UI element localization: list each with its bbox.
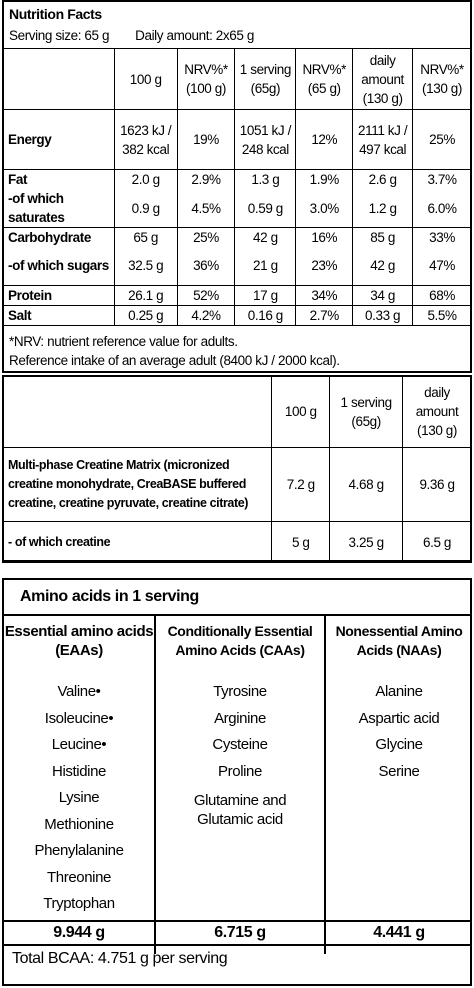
row-label: -of which saturates	[3, 189, 115, 228]
table-cell: 52%	[177, 285, 235, 305]
table-row	[3, 228, 472, 248]
list-item: Proline	[218, 762, 262, 780]
table-cell: 4.68 g	[330, 448, 403, 522]
table-cell: 26.1 g	[114, 285, 177, 305]
nutrition-title: Nutrition Facts	[9, 6, 102, 22]
creatine-table	[2, 375, 472, 563]
divider	[4, 944, 470, 946]
list-item: Histidine	[52, 762, 106, 780]
table-cell: 25%	[413, 110, 472, 170]
nrv-notes	[9, 332, 340, 370]
table-cell: 0.25 g	[114, 305, 177, 325]
serving-info	[9, 28, 254, 43]
table-cell: 0.33 g	[353, 305, 413, 325]
table-cell: 65 g	[114, 228, 177, 248]
table-cell: 0.9 g	[114, 189, 177, 228]
creatine-panel	[2, 375, 472, 562]
table-cell: 68%	[413, 285, 472, 305]
table-cell: 3.7%	[413, 170, 472, 190]
row-label: Fat	[3, 170, 115, 190]
table-row	[3, 448, 472, 522]
table-cell: 34%	[296, 285, 353, 305]
nrv-note: *NRV: nutrient reference value for adults.	[9, 334, 238, 349]
table-cell: 1051 kJ / 248 kcal	[235, 110, 296, 170]
table-cell: 1.9%	[296, 170, 353, 190]
table-cell: 0.16 g	[235, 305, 296, 325]
column-head: Nonessential Amino Acids (NAAs)	[335, 623, 463, 658]
divider	[4, 920, 470, 922]
header-cell: 1 serving (65g)	[235, 49, 296, 110]
table-cell: 4.2%	[177, 305, 235, 325]
row-label: - of which creatine	[3, 522, 272, 563]
list-item: Leucine•	[51, 736, 107, 753]
header-blank	[3, 49, 115, 110]
list-item: Serine	[378, 762, 420, 780]
list-item: Cysteine	[212, 736, 268, 753]
row-label: Salt	[3, 305, 115, 325]
caa-total: 6.715 g	[214, 924, 266, 941]
table-cell: 5 g	[272, 522, 330, 563]
table-cell: 1.3 g	[235, 170, 296, 190]
table-row	[3, 110, 472, 170]
header-cell: NRV%* (130 g)	[413, 49, 472, 110]
table-cell: 12%	[296, 110, 353, 170]
table-cell: 32.5 g	[114, 247, 177, 285]
header-cell: daily amount (130 g)	[403, 376, 472, 448]
table-cell: 6.5 g	[403, 522, 472, 563]
row-label: Protein	[3, 285, 115, 305]
list-item: Arginine	[214, 709, 266, 727]
table-header-row	[3, 49, 472, 110]
column-head: Conditionally Essential Amino Acids (CAAs)	[167, 623, 313, 658]
table-row	[3, 189, 472, 228]
list-item: Valine•	[57, 683, 101, 700]
header-cell: daily amount (130 g)	[353, 49, 413, 110]
table-cell: 47%	[413, 247, 472, 285]
table-row	[3, 170, 472, 190]
column-head: Essential amino acids (EAAs)	[4, 623, 154, 659]
amino-acids-panel	[2, 578, 472, 986]
amino-title: Amino acids in 1 serving	[20, 588, 199, 605]
serving-size: Serving size: 65 g	[9, 28, 110, 43]
list-item: Methionine	[44, 815, 114, 833]
eaa-total: 9.944 g	[53, 924, 105, 941]
nonessential-amino-column	[326, 622, 472, 785]
table-cell: 21 g	[235, 247, 296, 285]
table-row	[3, 285, 472, 305]
header-cell: NRV%* (65 g)	[296, 49, 353, 110]
table-cell: 25%	[177, 228, 235, 248]
table-cell: 17 g	[235, 285, 296, 305]
table-cell: 3.25 g	[330, 522, 403, 563]
table-cell: 34 g	[353, 285, 413, 305]
list-item: Tryptophan	[43, 895, 115, 912]
header-cell: 100 g	[272, 376, 330, 448]
header-cell: 100 g	[114, 49, 177, 110]
table-cell: 2.7%	[296, 305, 353, 325]
table-cell: 2111 kJ / 497 kcal	[353, 110, 413, 170]
list-item: Alanine	[375, 683, 423, 700]
table-cell: 2.0 g	[114, 170, 177, 190]
reference-intake-note: Reference intake of an average adult (8400 kJ / 2000 kcal).	[9, 353, 340, 368]
table-header-row	[3, 376, 472, 448]
table-cell: 16%	[296, 228, 353, 248]
table-cell: 4.5%	[177, 189, 235, 228]
table-cell: 1.2 g	[353, 189, 413, 228]
header-cell: 1 serving (65g)	[330, 376, 403, 448]
list-item: Phenylalanine	[34, 842, 124, 859]
table-cell: 2.6 g	[353, 170, 413, 190]
table-cell: 33%	[413, 228, 472, 248]
table-cell: 23%	[296, 247, 353, 285]
list-item: Isoleucine•	[44, 709, 114, 727]
table-cell: 5.5%	[413, 305, 472, 325]
table-row	[3, 247, 472, 285]
divider	[4, 614, 470, 616]
row-label: -of which sugars	[3, 247, 115, 285]
table-cell: 2.9%	[177, 170, 235, 190]
table-cell: 7.2 g	[272, 448, 330, 522]
row-label: Energy	[3, 110, 115, 170]
table-cell: 1623 kJ / 382 kcal	[114, 110, 177, 170]
daily-amount: Daily amount: 2x65 g	[135, 28, 254, 43]
row-label: Carbohydrate	[3, 228, 115, 248]
nutrition-table	[2, 48, 472, 326]
table-cell: 42 g	[353, 247, 413, 285]
header-blank	[3, 376, 272, 448]
table-cell: 42 g	[235, 228, 296, 248]
list-item: Glutamine and Glutamic acid	[193, 792, 287, 828]
table-cell: 19%	[177, 110, 235, 170]
list-item: Threonine	[47, 868, 111, 886]
list-item: Aspartic acid	[358, 709, 440, 727]
table-cell: 9.36 g	[403, 448, 472, 522]
list-item: Glycine	[375, 736, 423, 753]
table-cell: 3.0%	[296, 189, 353, 228]
conditional-amino-column	[156, 622, 324, 829]
list-item: Lysine	[58, 789, 100, 806]
essential-amino-column	[4, 622, 154, 918]
list-item: Tyrosine	[213, 683, 267, 700]
row-label: Multi-phase Creatine Matrix (micronized creatine monohydrate, CreaBASE buffered creatine, creatine pyruvate, creatine citrate)	[3, 448, 272, 522]
header-cell: NRV%* (100 g)	[177, 49, 235, 110]
total-bcaa: Total BCAA: 4.751 g per serving	[12, 950, 228, 967]
table-cell: 0.59 g	[235, 189, 296, 228]
table-cell: 85 g	[353, 228, 413, 248]
table-cell: 6.0%	[413, 189, 472, 228]
table-row	[3, 522, 472, 563]
naa-total: 4.441 g	[373, 924, 425, 941]
table-cell: 36%	[177, 247, 235, 285]
nutrition-facts-panel	[2, 0, 472, 373]
table-row	[3, 305, 472, 325]
